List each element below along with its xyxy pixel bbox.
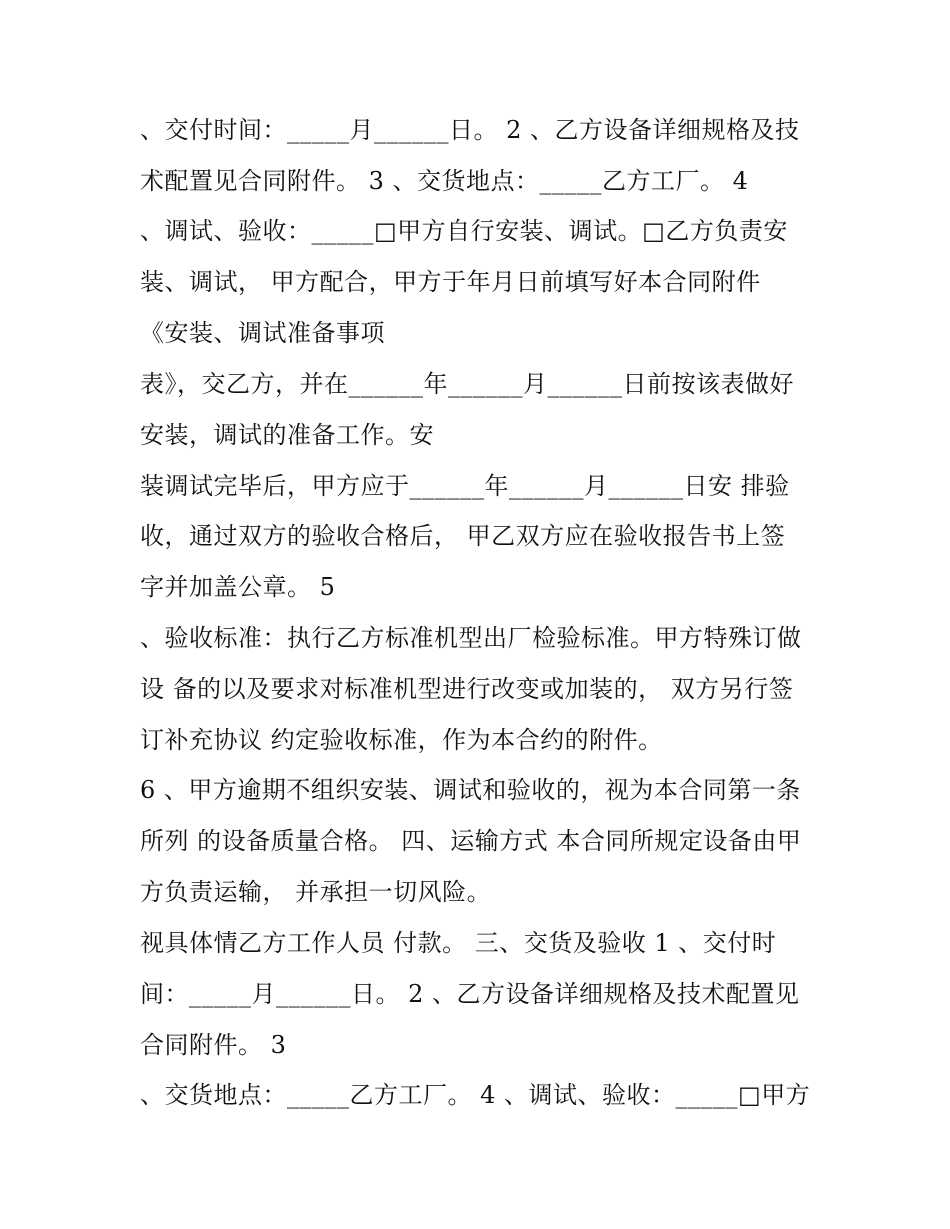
text-line: 安装，调试的准备工作。安 xyxy=(140,421,434,449)
text-line: 装调试完毕后，甲方应于______年______月______日安 排验 xyxy=(140,472,790,500)
text-line: 订补充协议 约定验收标准，作为本合约的附件。 xyxy=(140,726,663,754)
text-line: 装、调试， 甲方配合，甲方于年月日前填写好本合同附件 xyxy=(140,268,761,296)
text-line: 术配置见合同附件。 3 、交货地点：_____乙方工厂。 4 xyxy=(140,167,749,195)
text-line: 表》，交乙方，并在______年______月______日前按该表做好 xyxy=(140,370,794,398)
text-line: 设 备的以及要求对标准机型进行改变或加装的， 双方另行签 xyxy=(140,675,794,703)
text-line: 、交付时间：_____月______日。 2 、乙方设备详细规格及技 xyxy=(140,116,800,144)
text-line: 字并加盖公章。 5 xyxy=(140,573,336,601)
text-line: 、交货地点：_____乙方工厂。 4 、调试、验收：_____□甲方 xyxy=(140,1081,811,1109)
text-line: 合同附件。 3 xyxy=(140,1031,287,1059)
text-line: 《安装、调试准备事项 xyxy=(140,319,385,347)
text-line: 方负责运输， 并承担一切风险。 xyxy=(140,878,492,906)
text-line: 、调试、验收：_____□甲方自行安装、调试。□乙方负责安 xyxy=(140,217,788,245)
text-line: 、验收标准：执行乙方标准机型出厂检验标准。甲方特殊订做 xyxy=(140,624,802,652)
text-line: 视具体情乙方工作人员 付款。 三、交货及验收 1 、交付时 xyxy=(140,929,777,957)
text-line: 6 、甲方逾期不组织安装、调试和验收的，视为本合同第一条 xyxy=(140,776,801,804)
text-line: 所列 的设备质量合格。 四、运输方式 本合同所规定设备由甲 xyxy=(140,827,802,855)
text-line: 收，通过双方的验收合格后， 甲乙双方应在验收报告书上签 xyxy=(140,522,786,550)
text-line: 间：_____月______日。 2 、乙方设备详细规格及技术配置见 xyxy=(140,980,800,1008)
